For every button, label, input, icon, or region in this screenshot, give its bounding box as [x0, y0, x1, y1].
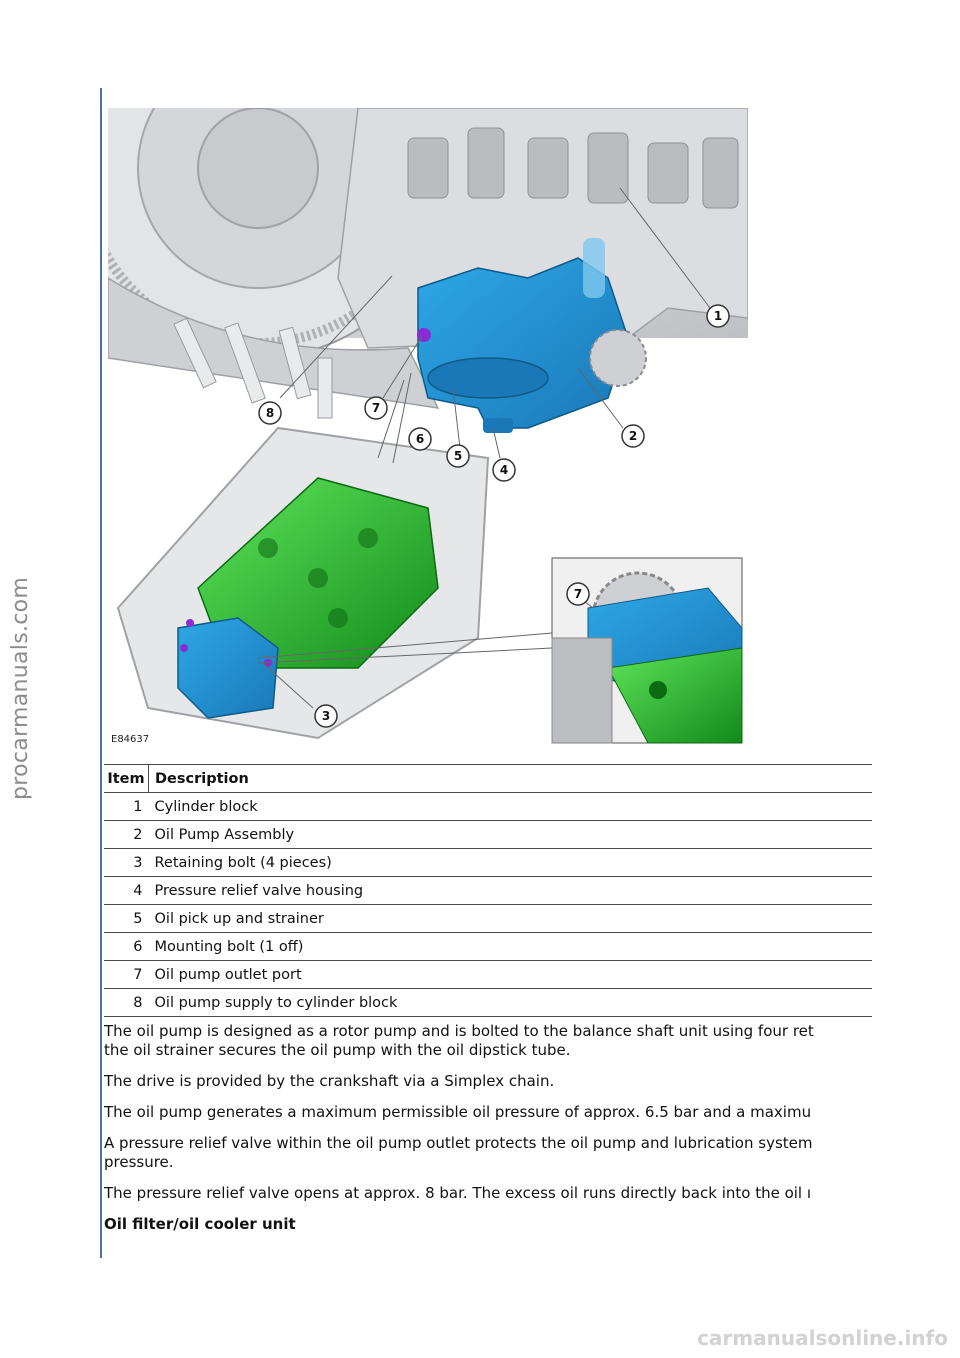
side-watermark: procarmanuals.com: [8, 576, 33, 800]
table-row: [104, 849, 872, 877]
header-item: Item: [104, 765, 149, 793]
row-item: 7: [104, 961, 149, 989]
svg-text:6: 6: [415, 432, 425, 446]
table-header-row: [104, 765, 872, 793]
row-item: 2: [104, 821, 149, 849]
left-margin-rule: [100, 88, 102, 1258]
callout-6: [409, 428, 431, 450]
callout-5: [447, 445, 469, 467]
callout-7: [365, 397, 387, 419]
paragraph-line: the oil strainer secures the oil pump with the oil dipstick tube.: [104, 1041, 571, 1059]
row-item: 8: [104, 989, 149, 1017]
callout-1: [707, 305, 729, 327]
body-text: [104, 1022, 872, 1246]
paragraph-line: pressure.: [104, 1153, 174, 1171]
svg-text:8: 8: [265, 406, 275, 420]
row-description: Pressure relief valve housing: [149, 877, 873, 905]
inset-callout-7: [567, 583, 589, 605]
row-item: 3: [104, 849, 149, 877]
row-description: Cylinder block: [149, 793, 873, 821]
paragraph-line: A pressure relief valve within the oil pump outlet protects the oil pump and lubrication system: [104, 1134, 813, 1152]
table-row: [104, 905, 872, 933]
svg-text:1: 1: [713, 309, 723, 323]
row-item: 1: [104, 793, 149, 821]
row-description: Oil pump supply to cylinder block: [149, 989, 873, 1017]
table-row: [104, 821, 872, 849]
oil-pump-illustration: [108, 108, 748, 750]
svg-text:4: 4: [499, 463, 509, 477]
row-description: Mounting bolt (1 off): [149, 933, 873, 961]
paragraph-rotor-pump: [104, 1022, 872, 1060]
callout-4: [493, 459, 515, 481]
row-description: Oil Pump Assembly: [149, 821, 873, 849]
paragraph-drive: The drive is provided by the crankshaft via a Simplex chain.: [104, 1072, 555, 1090]
row-description: Retaining bolt (4 pieces): [149, 849, 873, 877]
row-description: Oil pump outlet port: [149, 961, 873, 989]
svg-text:7: 7: [371, 401, 381, 415]
row-description: Oil pick up and strainer: [149, 905, 873, 933]
paragraph-line: The oil pump is designed as a rotor pump and is bolted to the balance shaft unit using four ret: [104, 1022, 814, 1040]
row-item: 5: [104, 905, 149, 933]
table-row: [104, 793, 872, 821]
svg-text:5: 5: [453, 449, 463, 463]
row-item: 6: [104, 933, 149, 961]
table-row: [104, 877, 872, 905]
section-heading: Oil filter/oil cooler unit: [104, 1215, 296, 1233]
svg-text:7: 7: [573, 587, 583, 601]
callout-2: [622, 425, 644, 447]
table-row: [104, 933, 872, 961]
table-row: [104, 989, 872, 1017]
paragraph-pressure: The oil pump generates a maximum permissible oil pressure of approx. 6.5 bar and a maximu: [104, 1103, 812, 1121]
svg-text:3: 3: [321, 709, 331, 723]
callout-8: [259, 402, 281, 424]
bottom-watermark: carmanualsonline.info: [697, 1326, 948, 1350]
item-description-table: [104, 764, 872, 1017]
paragraph-relief-valve: [104, 1134, 872, 1172]
header-description: Description: [149, 765, 873, 793]
svg-text:2: 2: [628, 429, 638, 443]
row-item: 4: [104, 877, 149, 905]
figure-id: E84637: [111, 734, 150, 745]
paragraph-relief-opening: The pressure relief valve opens at approx. 8 bar. The excess oil runs directly back into the oil ı: [104, 1184, 812, 1202]
callout-3: [315, 705, 337, 727]
balance-shaft-unit-drawing: [118, 428, 488, 738]
table-row: [104, 961, 872, 989]
